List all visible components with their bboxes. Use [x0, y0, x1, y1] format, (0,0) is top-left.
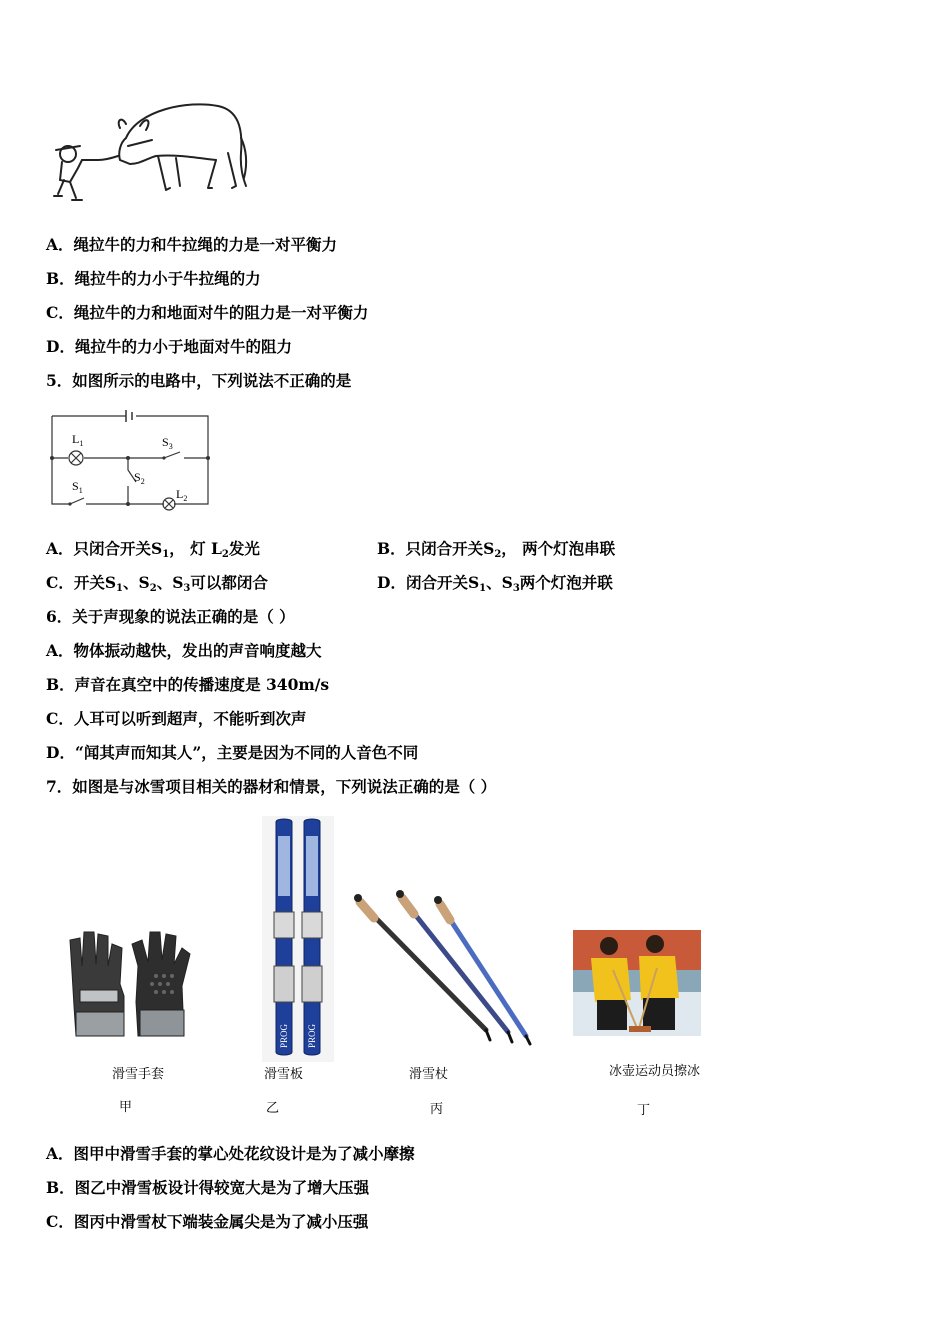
q4-option-c[interactable]: [46, 303, 368, 323]
figure-caption-jia: 滑雪手套: [112, 1067, 165, 1082]
ox-rope-figure: [48, 98, 258, 210]
q7-option-a[interactable]: [46, 1144, 415, 1164]
ski-brand-left: PROG: [279, 1023, 289, 1048]
option-letter: B．: [377, 539, 406, 558]
option-text: 物体振动越快，发出的声音响度越大: [73, 641, 322, 660]
option-text: 声音在真空中的传播速度是 340m/s: [74, 675, 330, 694]
subscript: 2: [149, 583, 157, 594]
subscript: 2: [221, 549, 229, 560]
option-text: ， 两个灯泡串联: [501, 539, 616, 558]
option-text: 开关S: [73, 573, 117, 592]
circuit-diagram: [46, 408, 212, 512]
option-letter: C．: [46, 573, 74, 592]
q6-option-d[interactable]: [46, 743, 418, 763]
q7-option-b[interactable]: [46, 1178, 369, 1198]
figure-caption-bing: 滑雪杖: [409, 1067, 449, 1082]
option-letter: B．: [46, 675, 75, 694]
option-letter: A．: [46, 235, 74, 254]
subscript: 3: [512, 583, 520, 594]
q6-option-b[interactable]: [46, 675, 329, 695]
option-letter: B．: [46, 269, 75, 288]
figure-caption-ding: 冰壶运动员擦冰: [609, 1064, 701, 1079]
option-text: 可以都闭合: [190, 573, 268, 592]
q5-option-a[interactable]: [46, 539, 260, 565]
subscript: 1: [162, 549, 170, 560]
circuit-label-s3: $S_3$: [162, 435, 173, 451]
q5-stem: 5．如图所示的电路中，下列说法不正确的是: [46, 371, 352, 390]
option-letter: D．: [46, 337, 75, 356]
q4-option-b[interactable]: [46, 269, 261, 289]
option-text: 、S: [156, 573, 184, 592]
option-letter: C．: [46, 1212, 74, 1231]
q6-option-c[interactable]: [46, 709, 306, 729]
option-text: 绳拉牛的力和牛拉绳的力是一对平衡力: [73, 235, 338, 254]
option-text: 两个灯泡并联: [519, 573, 613, 592]
option-letter: C．: [46, 709, 74, 728]
subscript: 1: [479, 583, 487, 594]
option-text: “闻其声而知其人”，主要是因为不同的人音色不同: [74, 743, 419, 762]
option-text: 人耳可以听到超声，不能听到次声: [73, 709, 307, 728]
figure-tag-ding: 丁: [637, 1103, 651, 1118]
option-text: 闭合开关S: [405, 573, 480, 592]
circuit-label-s2: $S_2$: [134, 470, 145, 486]
option-letter: D．: [46, 743, 75, 762]
option-letter: A．: [46, 1144, 74, 1163]
q5-option-c[interactable]: [46, 573, 268, 599]
option-text: 图丙中滑雪杖下端装金属尖是为了减小压强: [73, 1212, 369, 1231]
figure-tag-bing: 丙: [430, 1102, 444, 1117]
option-letter: A．: [46, 539, 74, 558]
q7-stem: 7．如图是与冰雪项目相关的器材和情景，下列说法正确的是（ ）: [46, 777, 497, 796]
ski-brand-right: PROG: [307, 1023, 317, 1048]
q4-option-d[interactable]: [46, 337, 292, 357]
option-text: 绳拉牛的力和地面对牛的阻力是一对平衡力: [73, 303, 369, 322]
option-text: 图乙中滑雪板设计得较宽大是为了增大压强: [74, 1178, 370, 1197]
q6-stem: 6．关于声现象的说法正确的是（ ）: [46, 607, 295, 626]
option-letter: D．: [377, 573, 406, 592]
q4-option-a[interactable]: [46, 235, 337, 255]
option-text: 图甲中滑雪手套的掌心处花纹设计是为了减小摩擦: [73, 1144, 415, 1163]
option-letter: C．: [46, 303, 74, 322]
subscript: 1: [116, 583, 124, 594]
curling-photo: [573, 930, 701, 1036]
option-text: 绳拉牛的力小于牛拉绳的力: [74, 269, 261, 288]
circuit-label-s1: $S_1$: [72, 479, 83, 495]
q5-option-b[interactable]: [377, 539, 615, 565]
ski-gloves-image: [66, 926, 194, 1042]
option-text: ， 灯 L: [169, 539, 222, 558]
option-text: 、S: [486, 573, 513, 592]
figure-caption-yi: 滑雪板: [264, 1067, 304, 1082]
option-letter: B．: [46, 1178, 75, 1197]
q6-option-a[interactable]: [46, 641, 322, 661]
q5-option-d[interactable]: [377, 573, 613, 599]
circuit-label-l2: $L_2$: [176, 487, 188, 503]
circuit-label-l1: $L_1$: [72, 432, 84, 448]
figure-tag-yi: 乙: [266, 1101, 280, 1116]
q7-option-c[interactable]: [46, 1212, 368, 1232]
option-text: 绳拉牛的力小于地面对牛的阻力: [74, 337, 292, 356]
option-letter: A．: [46, 641, 74, 660]
ski-poles-image: [344, 880, 536, 1046]
subscript: 2: [494, 549, 502, 560]
option-text: 、S: [123, 573, 150, 592]
subscript: 3: [183, 583, 191, 594]
option-text: 只闭合开关S: [73, 539, 163, 558]
option-text: 发光: [228, 539, 260, 558]
option-text: 只闭合开关S: [405, 539, 495, 558]
skis-image: [262, 816, 334, 1062]
figure-tag-jia: 甲: [119, 1100, 133, 1115]
